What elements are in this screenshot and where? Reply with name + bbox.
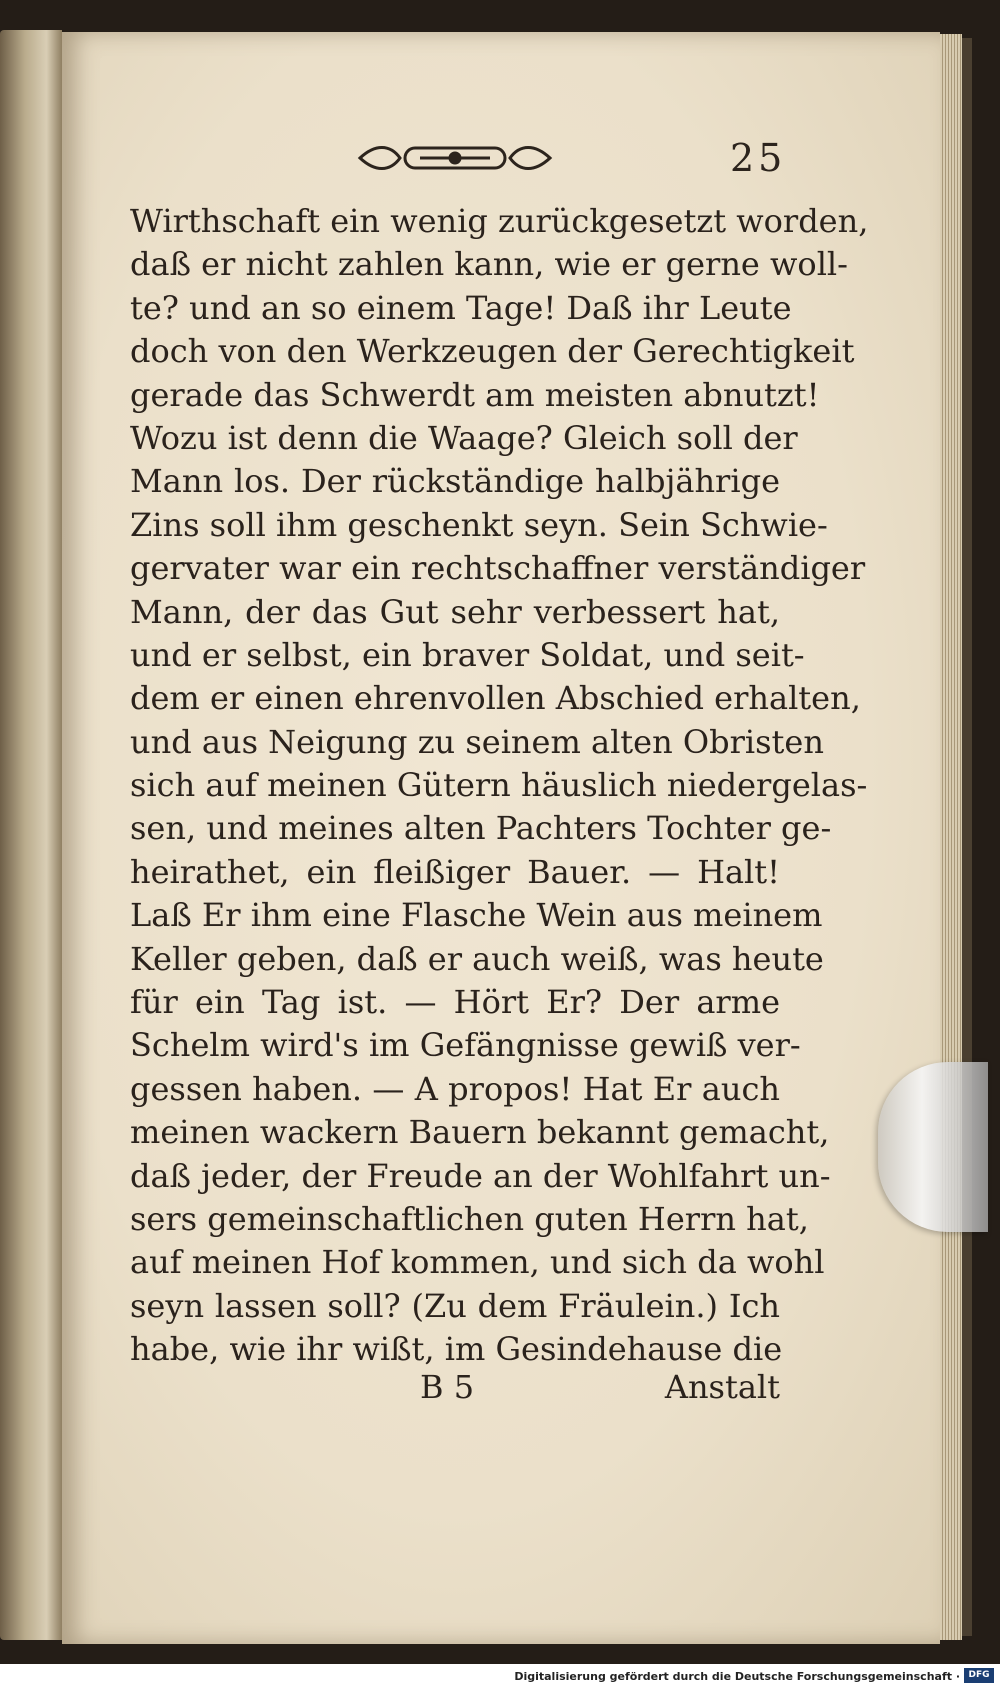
text-line: sen, und meines alten Pachters Tochter ge- [130, 809, 832, 848]
text-line: te? und an so einem Tage! Daß ihr Leute [130, 288, 792, 327]
text-line: sers gemeinschaftlichen guten Herrn hat, [130, 1199, 809, 1238]
text-line: daß jeder, der Freude an der Wohlfahrt un- [130, 1156, 831, 1195]
text-line: gessen haben. — A propos! Hat Er auch [130, 1069, 780, 1108]
page-text [130, 200, 869, 1372]
text-line: Zins soll ihm geschenkt seyn. Sein Schwie- [130, 505, 828, 544]
text-line: Mann los. Der rückständige halbjährige [130, 462, 780, 501]
text-line: und aus Neigung zu seinem alten Obristen [130, 722, 824, 761]
text-line: Wozu ist denn die Waage? Gleich soll der [130, 418, 798, 457]
text-line: Schelm wird's im Gefängnisse gewiß ver- [130, 1026, 801, 1065]
text-line: Mann, der das Gut sehr verbessert hat, [130, 592, 780, 631]
text-line: Laß Er ihm eine Flasche Wein aus meinem [130, 896, 823, 935]
facing-page-edge [0, 30, 62, 1640]
text-line: meinen wackern Bauern bekannt gemacht, [130, 1113, 830, 1152]
page-block-edge [940, 34, 962, 1640]
catchword: Anstalt [664, 1368, 780, 1406]
dfg-logo-icon: DFG [964, 1668, 994, 1683]
ornament-icon [350, 136, 560, 180]
text-line: gervater war ein rechtschaffner verständiger [130, 549, 866, 588]
book-cover-edge [962, 38, 972, 1636]
digitization-credit: Digitalisierung gefördert durch die Deutsche Forschungsgemeinschaft · [514, 1670, 960, 1683]
text-line: gerade das Schwerdt am meisten abnutzt! [130, 375, 820, 414]
page-number: 25 [730, 136, 787, 180]
text-line: heirathet, ein fleißiger Bauer. — Halt! [130, 852, 780, 891]
page-clip [878, 1062, 988, 1232]
text-line: auf meinen Hof kommen, und sich da wohl [130, 1243, 825, 1282]
text-line: dem er einen ehrenvollen Abschied erhalten, [130, 679, 861, 718]
text-line: Keller geben, daß er auch weiß, was heute [130, 939, 824, 978]
text-line: seyn lassen soll? (Zu dem Fräulein.) Ich [130, 1286, 780, 1325]
signature-mark: B 5 [420, 1368, 475, 1406]
text-line: für ein Tag ist. — Hört Er? Der arme [130, 983, 780, 1022]
text-line: und er selbst, ein braver Soldat, und seit- [130, 635, 805, 674]
text-line: habe, wie ihr wißt, im Gesindehause die [130, 1330, 783, 1369]
page-footer [130, 1368, 780, 1412]
text-line: daß er nicht zahlen kann, wie er gerne woll- [130, 245, 848, 284]
text-line: Wirthschaft ein wenig zurückgesetzt worden, [130, 202, 869, 240]
text-line: sich auf meinen Gütern häuslich niedergelas- [130, 766, 868, 805]
text-line: doch von den Werkzeugen der Gerechtigkeit [130, 332, 855, 371]
